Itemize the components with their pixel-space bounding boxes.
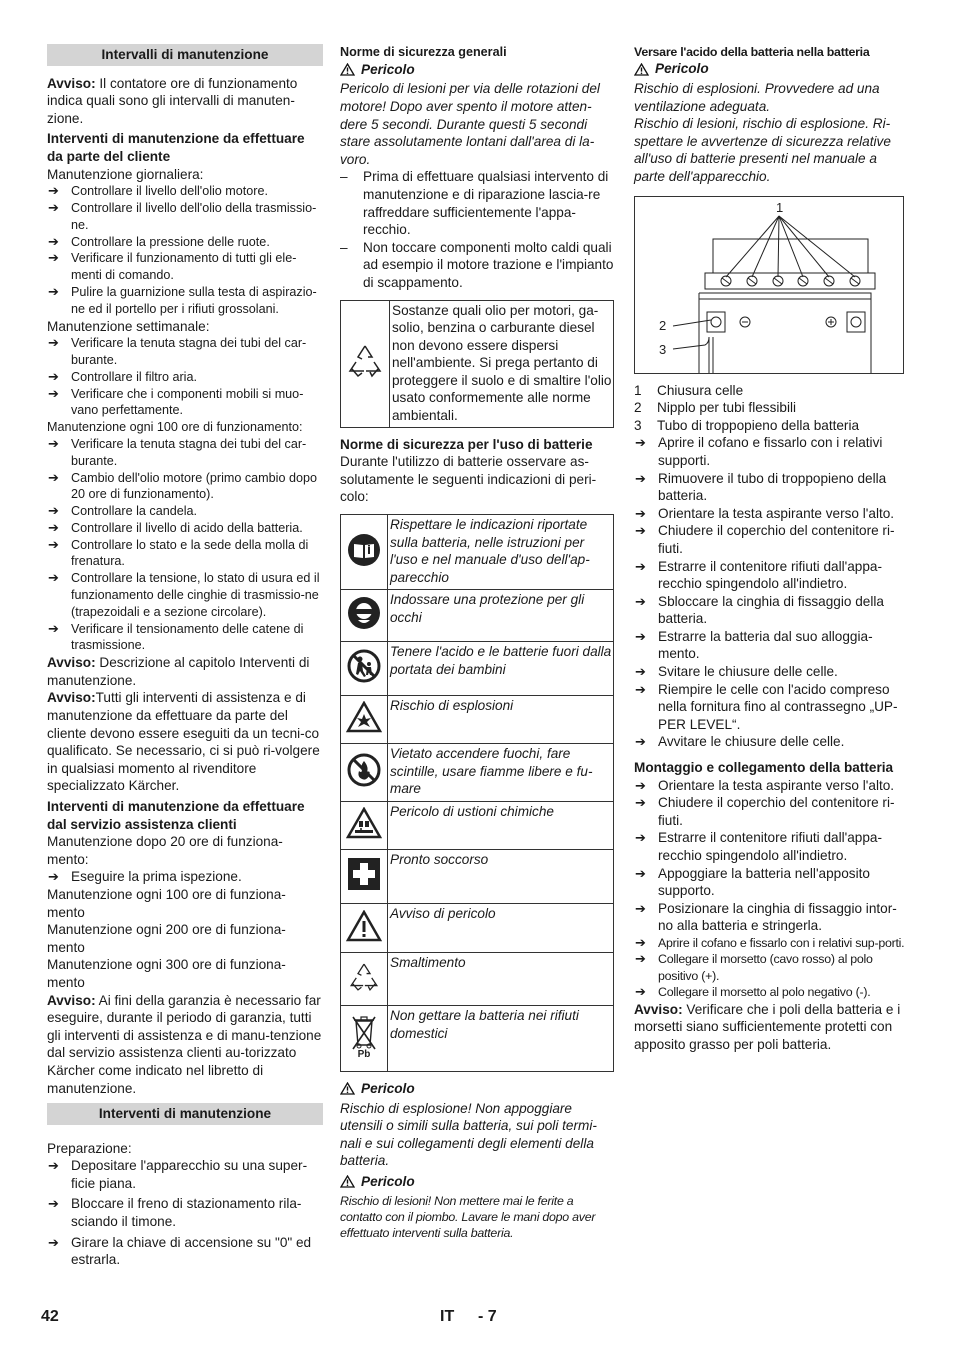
list-item: ➔ Verificare la tenuta stagna dei tubi del car-burante. (48, 435, 307, 468)
arrow-icon: ➔ (48, 283, 59, 299)
arrow-icon: ➔ (635, 934, 646, 950)
list-item: ➔ Verificare la tenuta stagna dei tubi del car-burante. (48, 335, 307, 367)
notice-paragraph: Avviso:Tutti gli interventi di assistenza e di manutenzione da effettuare da parte del cliente devono essere eseguiti da un tecni-co qualificato. Se necessario, ci si può ri-volgere in qualsiasi momento al rivenditore specializzato Kärcher. (47, 690, 320, 794)
label-dopo-20: Manutenzione dopo 20 ore di funziona-mento: (47, 834, 283, 867)
list-item: ➔ Aprire il cofano e fissarlo con i relativi supporti. (635, 435, 883, 468)
recycle-icon (344, 340, 386, 382)
legend-item: 1 Chiusura celle (634, 382, 744, 398)
arrow-icon: ➔ (635, 734, 646, 750)
arrow-icon: ➔ (48, 368, 59, 384)
list-item: ➔ Controllare il livello dell'olio motore. (48, 183, 268, 199)
label-ogni-300: Manutenzione ogni 300 ore di funziona-mento (47, 957, 286, 990)
arrow-icon: ➔ (635, 681, 646, 697)
arrow-icon: ➔ (635, 951, 646, 967)
list-100-ore (47, 436, 323, 654)
list-item: ➔ Aprire il cofano e fissarlo con i relativi sup-porti. (635, 934, 905, 950)
list-item: ➔ Controllare la candela. (48, 503, 198, 519)
list-item: ➔ Verificare il tensionamento delle catene di trasmissione. (48, 620, 304, 653)
danger-label: Pericolo (340, 1080, 614, 1098)
list-item: ➔ Controllare il livello dell'olio della trasmissio-ne. (48, 199, 317, 232)
arrow-icon: ➔ (48, 233, 59, 249)
list-item: ➔ Pulire la guarnizione sulla testa di aspirazio-ne ed il portello per i rifiuti grossolani. (48, 283, 317, 316)
warning-triangle-icon (340, 1175, 355, 1188)
table-row: Avviso di pericolo (341, 904, 614, 953)
table-row: Tenere l'acido e le batterie fuori dalla portata dei bambini (341, 642, 614, 696)
recycle-icon (346, 959, 382, 995)
danger-label: Pericolo (340, 61, 614, 79)
arrow-icon: ➔ (635, 984, 646, 1000)
arrow-icon: ➔ (635, 470, 646, 486)
list-giornaliera (47, 183, 323, 317)
arrow-icon: ➔ (48, 869, 59, 885)
arrow-icon: ➔ (635, 777, 646, 793)
arrow-icon: ➔ (635, 505, 646, 521)
list-item: ➔ Chiudere il coperchio del contenitore ri-fiuti. (635, 795, 895, 828)
danger-text: Rischio di lesioni! Non mettere mai le ferite a contatto con il piombo. Lavare le mani dopo aver effettuato interventi sulla batteria. (340, 1193, 596, 1241)
arrow-icon: ➔ (635, 523, 646, 539)
figure-label-3: 3 (659, 341, 667, 357)
subheading-montaggio: Montaggio e collegamento della batteria (634, 760, 894, 776)
language-code: IT (440, 1308, 455, 1325)
column-left (47, 44, 323, 1269)
list-item: ➔ Estrarre il contenitore rifiuti dall'appa-recchio spingendolo all'indietro. (635, 558, 882, 592)
arrow-icon: ➔ (48, 570, 59, 586)
no-bin-pb-icon (347, 1013, 381, 1059)
list-item: – Prima di effettuare qualsiasi intervento di manutenzione e di riparazione lascia-re raffreddare sufficientemente l'appa-recchio. (340, 169, 609, 238)
subheading-norme-batterie: Norme di sicurezza per l'uso di batterie (340, 436, 593, 452)
arrow-icon: ➔ (635, 593, 646, 609)
svg-text:Pb: Pb (357, 1049, 371, 1060)
arrow-icon: ➔ (48, 250, 59, 266)
column-right (634, 44, 906, 1053)
notice-paragraph: Avviso: Ai fini della garanzia è necessario far eseguire, durante il periodo di garanzia, tutti gli interventi di assistenza e di manu-tenzione dal servizio assistenza clienti au-torizzato Kärcher come indicato nel libretto di manutenzione. (47, 992, 322, 1096)
battery-symbols-table (340, 514, 614, 1072)
list-item: – Non toccare componenti molto caldi quali ad esempio il motore trazione e l'impianto di scappamento. (340, 239, 614, 290)
list-item: ➔ Estrarre il contenitore rifiuti dall'appa-recchio spingendolo all'indietro. (635, 830, 882, 863)
table-row: Pb Non gettare la batteria nei rifiuti domestici (341, 1006, 614, 1072)
arrow-icon: ➔ (48, 620, 59, 636)
section-heading-interventi: Interventi di manutenzione (47, 1103, 323, 1125)
figure-label-2: 2 (659, 317, 667, 333)
section-heading-intervalli: Intervalli di manutenzione (47, 44, 323, 66)
legend-item: 2 Nipplo per tubi flessibili (634, 400, 797, 416)
list-item: ➔ Riempire le celle con l'acido compreso nella fornitura fino al contrassegno „UP-PER LEVEL“. (635, 681, 898, 732)
explosion-icon (346, 701, 382, 733)
arrow-icon: ➔ (48, 1234, 59, 1250)
list-item: ➔ Avvitare le chiusure delle celle. (635, 734, 845, 750)
list-item: ➔ Controllare la pressione delle ruote. (48, 233, 270, 249)
list-item: ➔ Sbloccare la cinghia di fissaggio della batteria. (635, 593, 884, 627)
legend-item: 3 Tubo di troppopieno della batteria (634, 417, 860, 433)
list-preparazione (47, 1157, 323, 1269)
arrow-icon: ➔ (635, 664, 646, 680)
list-item: ➔ Rimuovere il tubo di troppopieno della batteria. (635, 470, 887, 504)
list-item: ➔ Orientare la testa aspirante verso l'alto. (635, 777, 895, 793)
notice-paragraph: Avviso: Il contatore ore di funzionamento indica quali sono gli intervalli di manuten-zione. (47, 75, 298, 126)
arrow-icon: ➔ (48, 536, 59, 552)
label-ogni-200: Manutenzione ogni 200 ore di funziona-mento (47, 922, 286, 955)
arrow-icon: ➔ (635, 900, 646, 916)
arrow-icon: ➔ (48, 519, 59, 535)
list-item: ➔ Bloccare il freno di stazionamento rila-sciando il timone. (48, 1196, 302, 1230)
list-montaggio (634, 777, 906, 1001)
arrow-icon: ➔ (48, 1158, 59, 1174)
figure-legend (634, 382, 906, 435)
warning-triangle-icon (340, 63, 355, 76)
label-preparazione: Preparazione: (47, 1140, 132, 1156)
label-settimanale: Manutenzione settimanale: (47, 318, 210, 334)
environment-notice-text: Sostanze quali olio per motori, ga-solio, benzina o carburante diesel non devono essere dispersi nell'ambiente. Si prega pertanto di proteggere il suolo e di smaltire l'olio usato conformemente alle norme ambientali. (390, 300, 614, 427)
first-aid-icon (347, 857, 381, 891)
arrow-icon: ➔ (48, 503, 59, 519)
list-item: ➔ Controllare lo stato e la sede della molla di frenatura. (48, 536, 309, 569)
sub-page-number: - 7 (478, 1308, 497, 1325)
list-item: ➔ Collegare il morsetto al polo negativo (-). (635, 984, 871, 1000)
arrow-icon: ➔ (48, 1196, 59, 1212)
list-item: ➔ Orientare la testa aspirante verso l'alto. (635, 505, 895, 521)
list-item: ➔ Girare la chiave di accensione su "0" ed estrarla. (48, 1234, 312, 1268)
arrow-icon: ➔ (635, 435, 646, 451)
list-item: ➔ Controllare il filtro aria. (48, 368, 197, 384)
list-versare (634, 434, 906, 751)
table-row: Rispettare le indicazioni riportate sulla batteria, nelle istruzioni per l'uso e nel manuale d'uso dell'ap-parecchio (341, 515, 614, 590)
list-item: ➔ Depositare l'apparecchio su una super-ficie piana. (48, 1158, 308, 1191)
list-settimanale (47, 335, 323, 419)
corrosive-icon (346, 807, 382, 839)
battery-figure (634, 196, 904, 374)
danger-text: Rischio di esplosioni. Provvedere ad una ventilazione adeguata. Rischio di lesioni, rischio di esplosione. Ri-spettare le avvertenze di sicurezza relative all'uso di batterie presenti nel manuale a parte dell'apparecchio. (634, 81, 891, 184)
label-giornaliera: Manutenzione giornaliera: (47, 166, 204, 182)
batterie-intro: Durante l'utilizzo di batterie osservare as-solutamente le seguenti indicazioni di peri-colo: (340, 454, 597, 505)
list-item: ➔ Estrarre la batteria dal suo alloggia-mento. (635, 628, 873, 662)
list-item: ➔ Controllare il livello di acido della batteria. (48, 519, 303, 535)
danger-text: Pericolo di lesioni per via delle rotazioni del motore! Dopo aver spento il motore atten-dere 5 secondi. Durante questi 5 secondi stare assolutamente lontani dall'area di la-voro. (340, 81, 600, 167)
arrow-icon: ➔ (635, 830, 646, 846)
list-item: ➔ Cambio dell'olio motore (primo cambio dopo 20 ore di funzionamento). (48, 469, 317, 502)
table-row: Pericolo di ustioni chimiche (341, 802, 614, 850)
list-item: ➔ Posizionare la cinghia di fissaggio intor-no alla batteria e stringerla. (635, 900, 897, 934)
list-item: ➔ Eseguire la prima ispezione. (48, 869, 242, 885)
figure-label-1: 1 (776, 199, 784, 215)
eye-protection-icon (347, 596, 381, 630)
arrow-icon: ➔ (48, 385, 59, 401)
page-number: 42 (41, 1308, 59, 1325)
keep-away-children-icon (347, 649, 381, 683)
list-item: ➔ Verificare che i componenti mobili si muo-vano perfettamente. (48, 385, 304, 418)
list-item: ➔ Controllare la tensione, lo stato di usura ed il funzionamento delle cinghie di trasmissio-ne (trapezoidali e a sezione circolare). (48, 570, 320, 619)
notice-paragraph: Avviso: Verificare che i poli della batteria e i morsetti siano sufficientemente protetti con apposito grasso per poli batteria. (634, 1001, 901, 1052)
arrow-icon: ➔ (48, 183, 59, 199)
subheading-norme-generali: Norme di sicurezza generali (340, 45, 507, 59)
dash-list (340, 168, 614, 291)
warning-triangle-icon (346, 910, 382, 942)
danger-label: Pericolo (634, 60, 906, 78)
manual-icon (347, 533, 381, 567)
warning-triangle-icon (634, 63, 649, 76)
subheading-versare: Versare l'acido della batteria nella batteria (634, 45, 870, 59)
no-fire-icon (347, 753, 381, 787)
list-item: ➔ Collegare il morsetto (cavo rosso) al polo positivo (+). (635, 951, 873, 983)
column-middle (340, 44, 614, 1242)
arrow-icon: ➔ (48, 435, 59, 451)
table-row: Indossare una protezione per gli occhi (341, 590, 614, 642)
label-ogni-100: Manutenzione ogni 100 ore di funziona-mento (47, 886, 286, 920)
arrow-icon: ➔ (635, 558, 646, 574)
arrow-icon: ➔ (635, 795, 646, 811)
table-row: Smaltimento (341, 953, 614, 1006)
notice-paragraph: Avviso: Descrizione al capitolo Interventi di manutenzione. (47, 655, 310, 688)
arrow-icon: ➔ (48, 199, 59, 215)
table-row: Vietato accendere fuochi, fare scintille, usare fiamme libere e fu-mare (341, 744, 614, 802)
table-row: Pronto soccorso (341, 850, 614, 904)
list-item: ➔ Svitare le chiusure delle celle. (635, 664, 838, 680)
danger-text: Rischio di esplosione! Non appoggiare utensili o simili sulla batteria, sui poli termi-nali e sui collegamenti degli elementi della batteria. (340, 1100, 597, 1169)
danger-label: Pericolo (340, 1173, 614, 1191)
arrow-icon: ➔ (48, 469, 59, 485)
list-item: ➔ Appoggiare la batteria nell'apposito supporto. (635, 865, 870, 899)
list-item: ➔ Verificare il funzionamento di tutti gli ele-menti di comando. (48, 250, 297, 283)
arrow-icon: ➔ (48, 335, 59, 351)
subheading-cliente: Interventi di manutenzione da effettuare da parte del cliente (47, 131, 305, 164)
battery-diagram (635, 197, 903, 373)
subheading-servizio: Interventi di manutenzione da effettuare dal servizio assistenza clienti (47, 799, 305, 832)
label-100-ore: Manutenzione ogni 100 ore di funzionamento: (47, 420, 303, 435)
list-item: ➔ Chiudere il coperchio del contenitore ri-fiuti. (635, 523, 895, 556)
warning-triangle-icon (340, 1082, 355, 1095)
arrow-icon: ➔ (635, 865, 646, 881)
arrow-icon: ➔ (635, 628, 646, 644)
environment-notice-box (340, 300, 614, 428)
table-row: Rischio di esplosioni (341, 696, 614, 744)
